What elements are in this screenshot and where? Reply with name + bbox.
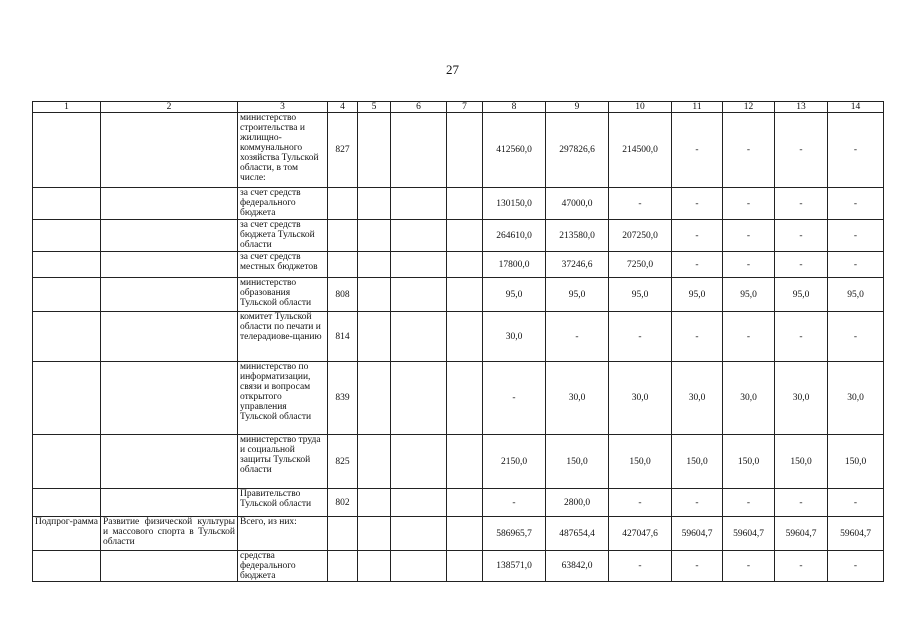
value-cell: 17800,0 bbox=[483, 252, 546, 278]
value-cell bbox=[391, 188, 447, 220]
table-row bbox=[33, 113, 884, 188]
executor-cell: Всего, из них: bbox=[238, 517, 328, 551]
section-type-cell: Подпрог-рамма bbox=[33, 517, 101, 551]
value-cell: 2800,0 bbox=[546, 489, 609, 517]
value-cell: 95,0 bbox=[828, 278, 884, 312]
value-cell: 214500,0 bbox=[609, 113, 672, 188]
value-cell: - bbox=[672, 312, 723, 362]
value-cell: 30,0 bbox=[609, 362, 672, 435]
value-cell: - bbox=[775, 312, 828, 362]
value-cell bbox=[391, 362, 447, 435]
value-cell bbox=[358, 220, 391, 252]
program-name-cell bbox=[101, 252, 238, 278]
code-cell bbox=[328, 252, 358, 278]
value-cell: - bbox=[775, 220, 828, 252]
column-header: 8 bbox=[483, 102, 546, 113]
value-cell bbox=[447, 220, 483, 252]
section-type-cell bbox=[33, 312, 101, 362]
code-cell: 825 bbox=[328, 435, 358, 489]
value-cell: 487654,4 bbox=[546, 517, 609, 551]
value-cell: - bbox=[723, 188, 775, 220]
value-cell: 138571,0 bbox=[483, 551, 546, 582]
value-cell bbox=[358, 435, 391, 489]
value-cell: 264610,0 bbox=[483, 220, 546, 252]
executor-cell: министерство труда и социальной защиты Тульской области bbox=[238, 435, 328, 489]
value-cell: - bbox=[672, 188, 723, 220]
value-cell: - bbox=[723, 252, 775, 278]
code-cell: 839 bbox=[328, 362, 358, 435]
value-cell: - bbox=[483, 362, 546, 435]
section-type-cell bbox=[33, 435, 101, 489]
value-cell: - bbox=[775, 113, 828, 188]
value-cell: 30,0 bbox=[483, 312, 546, 362]
value-cell: - bbox=[546, 312, 609, 362]
value-cell: - bbox=[828, 489, 884, 517]
value-cell: 95,0 bbox=[609, 278, 672, 312]
program-name-cell: Развитие физической культуры и массового спорта в Тульской области bbox=[101, 517, 238, 551]
program-name-cell bbox=[101, 551, 238, 582]
value-cell: - bbox=[775, 188, 828, 220]
table-row bbox=[33, 489, 884, 517]
value-cell: 150,0 bbox=[672, 435, 723, 489]
table-row bbox=[33, 362, 884, 435]
value-cell: 150,0 bbox=[775, 435, 828, 489]
value-cell bbox=[358, 362, 391, 435]
program-name-cell bbox=[101, 113, 238, 188]
header-row bbox=[33, 102, 884, 113]
value-cell bbox=[358, 252, 391, 278]
value-cell: 150,0 bbox=[546, 435, 609, 489]
table-row bbox=[33, 435, 884, 489]
column-header: 2 bbox=[101, 102, 238, 113]
value-cell bbox=[447, 312, 483, 362]
value-cell: 59604,7 bbox=[775, 517, 828, 551]
value-cell: 297826,6 bbox=[546, 113, 609, 188]
value-cell: 427047,6 bbox=[609, 517, 672, 551]
code-cell bbox=[328, 517, 358, 551]
executor-cell: комитет Тульской области по печати и телерадиове-щанию bbox=[238, 312, 328, 362]
executor-cell: за счет средств бюджета Тульской области bbox=[238, 220, 328, 252]
executor-cell: министерство по информатизации, связи и вопросам открытого управления Тульской области bbox=[238, 362, 328, 435]
program-name-cell bbox=[101, 489, 238, 517]
column-header: 1 bbox=[33, 102, 101, 113]
value-cell bbox=[391, 252, 447, 278]
value-cell: 207250,0 bbox=[609, 220, 672, 252]
value-cell bbox=[391, 517, 447, 551]
value-cell bbox=[447, 489, 483, 517]
program-name-cell bbox=[101, 278, 238, 312]
executor-cell: министерство образования Тульской области bbox=[238, 278, 328, 312]
value-cell bbox=[358, 517, 391, 551]
value-cell: 150,0 bbox=[723, 435, 775, 489]
value-cell bbox=[391, 220, 447, 252]
section-type-cell bbox=[33, 113, 101, 188]
program-name-cell bbox=[101, 435, 238, 489]
value-cell: - bbox=[775, 551, 828, 582]
value-cell: 130150,0 bbox=[483, 188, 546, 220]
value-cell bbox=[447, 362, 483, 435]
value-cell: 30,0 bbox=[723, 362, 775, 435]
value-cell: - bbox=[672, 252, 723, 278]
column-header: 6 bbox=[391, 102, 447, 113]
program-name-cell bbox=[101, 312, 238, 362]
value-cell: - bbox=[723, 312, 775, 362]
code-cell: 808 bbox=[328, 278, 358, 312]
value-cell: - bbox=[723, 551, 775, 582]
column-header: 9 bbox=[546, 102, 609, 113]
value-cell bbox=[391, 278, 447, 312]
value-cell: - bbox=[828, 220, 884, 252]
column-header: 10 bbox=[609, 102, 672, 113]
section-type-cell bbox=[33, 489, 101, 517]
value-cell: - bbox=[723, 113, 775, 188]
section-type-cell bbox=[33, 278, 101, 312]
section-type-cell bbox=[33, 220, 101, 252]
table-row bbox=[33, 312, 884, 362]
value-cell: - bbox=[828, 312, 884, 362]
value-cell: 150,0 bbox=[828, 435, 884, 489]
value-cell: 30,0 bbox=[775, 362, 828, 435]
value-cell bbox=[447, 278, 483, 312]
code-cell: 827 bbox=[328, 113, 358, 188]
value-cell: 30,0 bbox=[546, 362, 609, 435]
executor-cell: Правительство Тульской области bbox=[238, 489, 328, 517]
value-cell: 30,0 bbox=[828, 362, 884, 435]
value-cell bbox=[358, 551, 391, 582]
column-header: 14 bbox=[828, 102, 884, 113]
value-cell: 59604,7 bbox=[672, 517, 723, 551]
value-cell: 95,0 bbox=[775, 278, 828, 312]
value-cell bbox=[391, 312, 447, 362]
value-cell: 37246,6 bbox=[546, 252, 609, 278]
budget-table bbox=[32, 101, 884, 582]
value-cell: 59604,7 bbox=[828, 517, 884, 551]
value-cell bbox=[447, 435, 483, 489]
value-cell: 2150,0 bbox=[483, 435, 546, 489]
value-cell: 95,0 bbox=[723, 278, 775, 312]
value-cell: 412560,0 bbox=[483, 113, 546, 188]
value-cell bbox=[447, 252, 483, 278]
value-cell: - bbox=[609, 551, 672, 582]
column-header: 7 bbox=[447, 102, 483, 113]
code-cell bbox=[328, 220, 358, 252]
value-cell: - bbox=[672, 220, 723, 252]
value-cell: 63842,0 bbox=[546, 551, 609, 582]
value-cell: - bbox=[723, 489, 775, 517]
value-cell bbox=[358, 489, 391, 517]
value-cell bbox=[391, 113, 447, 188]
value-cell: - bbox=[828, 252, 884, 278]
program-name-cell bbox=[101, 188, 238, 220]
value-cell bbox=[391, 435, 447, 489]
executor-cell: министерство строительства и жилищно-коммунального хозяйства Тульской области, в том числе: bbox=[238, 113, 328, 188]
code-cell: 814 bbox=[328, 312, 358, 362]
table-row bbox=[33, 252, 884, 278]
code-cell bbox=[328, 551, 358, 582]
table-row bbox=[33, 517, 884, 551]
value-cell bbox=[358, 312, 391, 362]
executor-cell: средства федерального бюджета bbox=[238, 551, 328, 582]
code-cell: 802 bbox=[328, 489, 358, 517]
value-cell: 7250,0 bbox=[609, 252, 672, 278]
table-row bbox=[33, 278, 884, 312]
value-cell: 30,0 bbox=[672, 362, 723, 435]
value-cell bbox=[447, 188, 483, 220]
value-cell: - bbox=[775, 252, 828, 278]
value-cell: - bbox=[723, 220, 775, 252]
value-cell: - bbox=[483, 489, 546, 517]
section-type-cell bbox=[33, 188, 101, 220]
value-cell bbox=[358, 188, 391, 220]
column-header: 12 bbox=[723, 102, 775, 113]
section-type-cell bbox=[33, 252, 101, 278]
program-name-cell bbox=[101, 220, 238, 252]
value-cell bbox=[391, 551, 447, 582]
executor-cell: за счет средств местных бюджетов bbox=[238, 252, 328, 278]
column-header: 4 bbox=[328, 102, 358, 113]
section-type-cell bbox=[33, 551, 101, 582]
value-cell: - bbox=[828, 551, 884, 582]
column-header: 5 bbox=[358, 102, 391, 113]
value-cell bbox=[447, 551, 483, 582]
value-cell bbox=[358, 278, 391, 312]
value-cell bbox=[447, 517, 483, 551]
value-cell: - bbox=[672, 489, 723, 517]
value-cell: - bbox=[609, 312, 672, 362]
program-name-cell bbox=[101, 362, 238, 435]
executor-cell: за счет средств федерального бюджета bbox=[238, 188, 328, 220]
value-cell bbox=[358, 113, 391, 188]
code-cell bbox=[328, 188, 358, 220]
column-header: 3 bbox=[238, 102, 328, 113]
value-cell: - bbox=[828, 113, 884, 188]
table-row bbox=[33, 188, 884, 220]
value-cell: - bbox=[672, 113, 723, 188]
value-cell: 150,0 bbox=[609, 435, 672, 489]
value-cell: - bbox=[828, 188, 884, 220]
value-cell bbox=[447, 113, 483, 188]
value-cell: 59604,7 bbox=[723, 517, 775, 551]
table-row bbox=[33, 551, 884, 582]
value-cell: 95,0 bbox=[546, 278, 609, 312]
value-cell: 95,0 bbox=[483, 278, 546, 312]
table-row bbox=[33, 220, 884, 252]
value-cell: 47000,0 bbox=[546, 188, 609, 220]
page-number: 27 bbox=[446, 62, 459, 77]
value-cell: - bbox=[609, 489, 672, 517]
value-cell bbox=[391, 489, 447, 517]
column-header: 13 bbox=[775, 102, 828, 113]
value-cell: 586965,7 bbox=[483, 517, 546, 551]
value-cell: - bbox=[775, 489, 828, 517]
section-type-cell bbox=[33, 362, 101, 435]
value-cell: 213580,0 bbox=[546, 220, 609, 252]
value-cell: - bbox=[609, 188, 672, 220]
column-header: 11 bbox=[672, 102, 723, 113]
value-cell: 95,0 bbox=[672, 278, 723, 312]
value-cell: - bbox=[672, 551, 723, 582]
